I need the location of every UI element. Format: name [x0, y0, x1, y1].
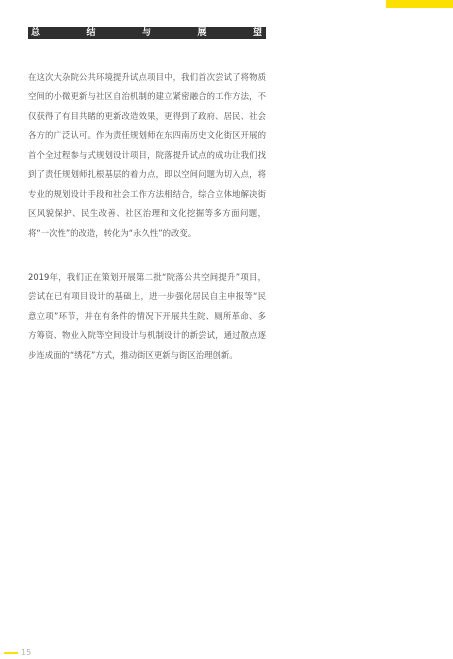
section-title: [28, 27, 266, 39]
title-char: 展: [197, 28, 207, 38]
page-number: 15: [21, 648, 32, 657]
page-footer: [4, 648, 31, 657]
body-paragraph: 2019年，我们正在策划开展第二批“院落公共空间提升”项目，尝试在已有项目设计的基础上，进一步强化居民自主申报等“民意立项”环节，并在有条件的情况下开展共生院、厕所革命、多方筹资、物业入院等空间设计与机制设计的新尝试，通过散点逐步连成面的“绣花”方式，推动街区更新与街区治理创新。: [28, 272, 266, 360]
title-char: 望: [252, 28, 262, 38]
title-char: 结: [86, 28, 96, 38]
page-marker-dash: [4, 652, 18, 654]
corner-accent-tab: [386, 0, 453, 8]
body-paragraph: 在这次大杂院公共环境提升试点项目中，我们首次尝试了将物质空间的小微更新与社区自治机制的建立紧密融合的工作方法，不仅获得了有目共睹的更新改造效果，更得到了政府、居民、社会各方的广泛认可。作为责任规划师在东四南历史文化街区开展的首个全过程参与式规划设计项目，院落提升试点的成功让我们找到了责任规划师扎根基层的着力点，即以空间问题为切入点，将专业的规划设计手段和社会工作方法相结合，综合立体地解决街区风貌保护、民生改善、社区治理和文化挖掘等多方面问题，将“一次性”的改造，转化为“永久性”的改变。: [28, 72, 266, 238]
title-char: 总: [31, 28, 41, 38]
title-char: 与: [141, 28, 151, 38]
